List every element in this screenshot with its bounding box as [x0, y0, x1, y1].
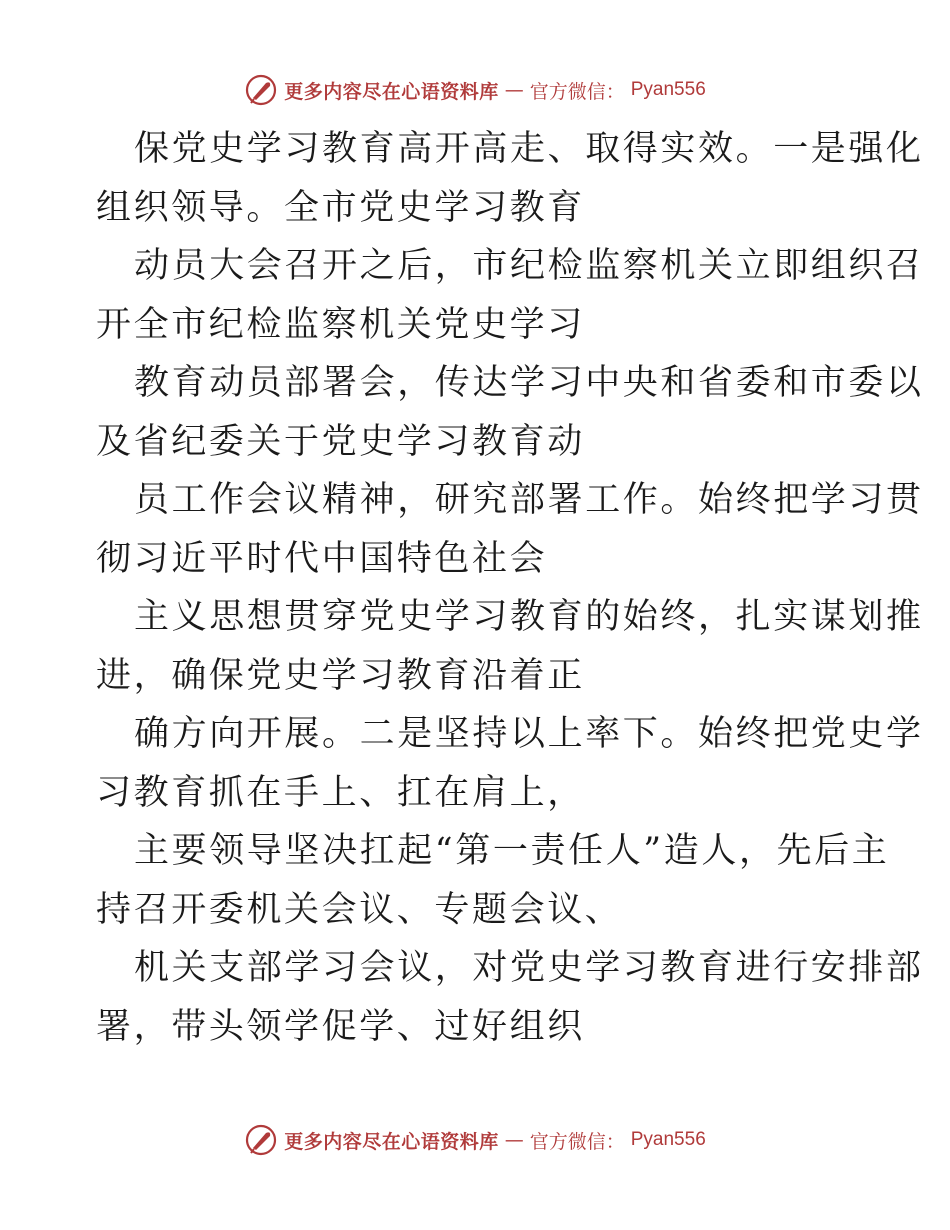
text-line: 习教育抓在手上、扛在肩上，	[96, 772, 585, 813]
watermark-dash: —	[504, 1129, 524, 1151]
text-line: 组织领导。全市党史学习教育	[96, 187, 585, 228]
text-line: 机关支部学习会议，对党史学习教育进行安排部	[134, 948, 924, 988]
watermark-official-label: 官方微信：	[529, 1130, 625, 1153]
text-line: 保党史学习教育高开高走、取得实效。一是强化	[134, 129, 924, 169]
text-line: 进，确保党史学习教育沿着正	[96, 655, 585, 696]
watermark-official-label: 官方微信：	[529, 80, 625, 103]
feather-pen-logo-icon	[244, 1123, 278, 1157]
text-line: 动员大会召开之后，市纪检监察机关立即组织召	[134, 246, 924, 286]
text-line: 员工作会议精神，研究部署工作。始终把学习贯	[134, 480, 924, 520]
watermark-dash: —	[504, 79, 524, 101]
watermark-brand: 更多内容尽在心语资料库	[284, 1130, 499, 1153]
text-line: 及省纪委关于党史学习教育动	[96, 421, 585, 462]
footer-watermark	[0, 1120, 950, 1160]
text-line: 开全市纪检监察机关党史学习	[96, 304, 585, 345]
text-line: 确方向开展。二是坚持以上率下。始终把党史学	[134, 714, 924, 754]
document-body	[96, 120, 924, 1056]
text-line: 主要领导坚决扛起“第一责任人”造人，先后主	[134, 831, 890, 871]
text-line: 持召开委机关会议、专题会议、	[96, 889, 623, 930]
text-line: 教育动员部署会，传达学习中央和省委和市委以	[134, 363, 924, 403]
text-line: 主义思想贯穿党史学习教育的始终，扎实谋划推	[134, 597, 924, 637]
watermark-wechat-handle: Pyan556	[630, 1129, 706, 1150]
watermark-brand: 更多内容尽在心语资料库	[284, 80, 499, 103]
header-watermark	[0, 70, 950, 110]
text-line: 彻习近平时代中国特色社会	[96, 538, 548, 579]
watermark-wechat-handle: Pyan556	[630, 79, 706, 100]
text-line: 署，带头领学促学、过好组织	[96, 1006, 585, 1047]
feather-pen-logo-icon	[244, 73, 278, 107]
